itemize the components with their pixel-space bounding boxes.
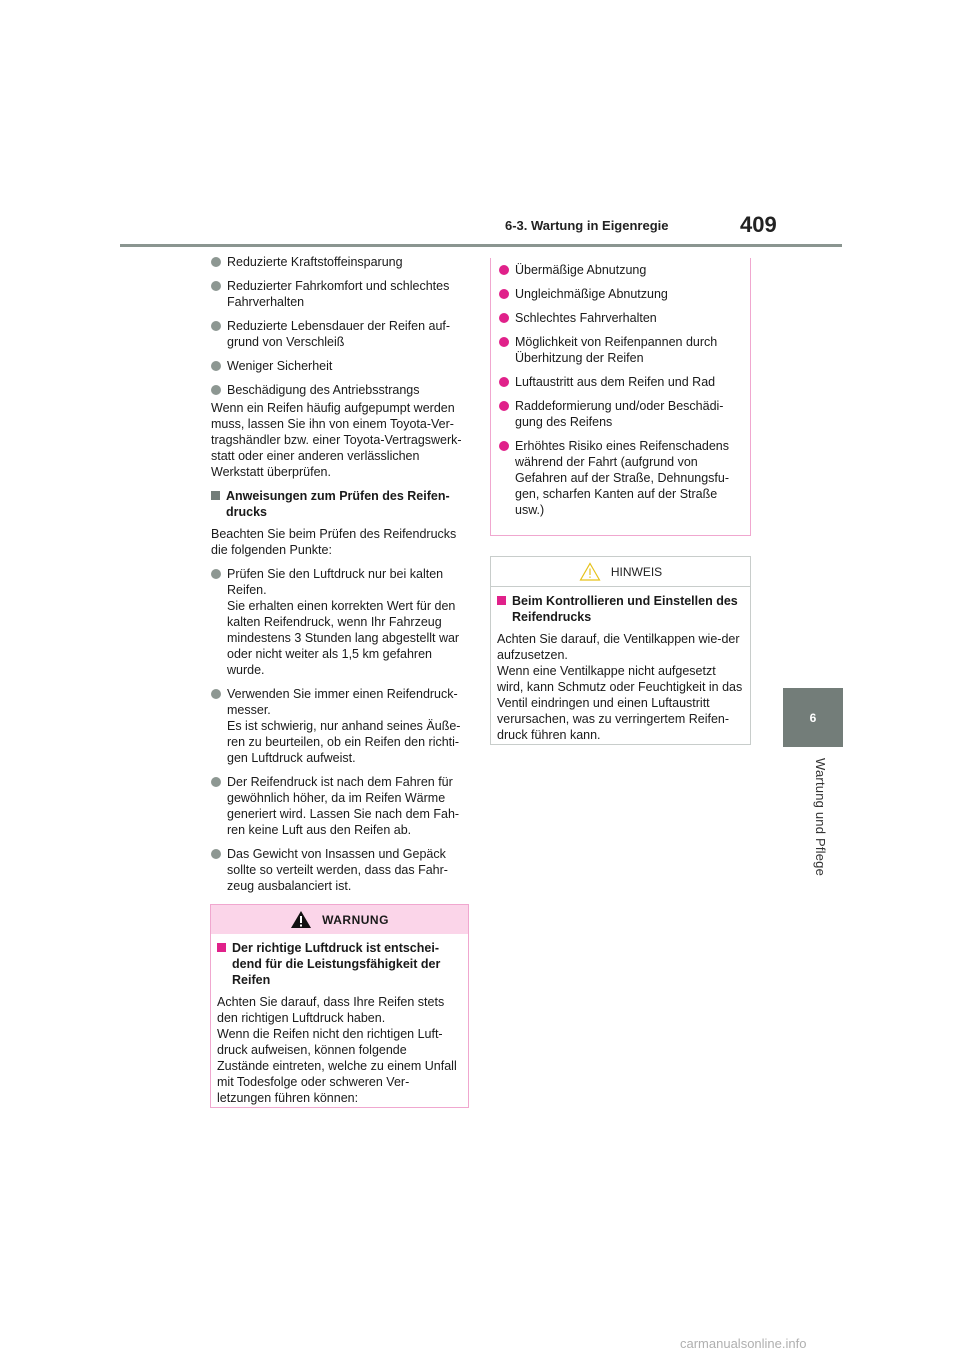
watermark: carmanualsonline.info [680, 1336, 807, 1351]
list-item: Beschädigung des Antriebsstrangs [211, 382, 471, 398]
list-item: Reduzierte Kraftstoffeinsparung [211, 254, 471, 270]
warning-header [211, 905, 468, 934]
intro-paragraph: Beachten Sie beim Prüfen des Reifendrucks die folgenden Punkte: [211, 527, 457, 557]
list-item: Reduzierter Fahrkomfort und schlechtes Fahrverhalten [211, 278, 471, 310]
bullet-icon [211, 281, 221, 291]
list-item: Möglichkeit von Reifenpannen durch Überhitzung der Reifen [499, 334, 742, 366]
bullet-icon [211, 777, 221, 787]
chapter-label: Wartung und Pflege [813, 758, 828, 877]
body-paragraph: Wenn ein Reifen häufig aufgepumpt werden muss, lassen Sie ihn von einem Toyota-Ver-tragshändler bzw. einer Toyota-Vertragswerk-statt oder einer anderen verlässlichen Werkstatt überprüfen. [211, 401, 462, 479]
bullet-icon [499, 377, 509, 387]
list-item: Ungleichmäßige Abnutzung [499, 286, 742, 302]
list-item: Reduzierte Lebensdauer der Reifen auf-grund von Verschleiß [211, 318, 471, 350]
chapter-tab: 6 [783, 688, 843, 747]
note-title: HINWEIS [610, 564, 663, 579]
bullet-icon [211, 321, 221, 331]
section-title: 6-3. Wartung in Eigenregie [505, 218, 669, 233]
warning-text: Achten Sie darauf, dass Ihre Reifen stets den richtigen Luftdruck haben. Wenn die Reifen nicht den richtigen Luft-druck aufweisen, können folgende Zustände eintreten, welche zu einem Unfall mit Todesfolge oder schweren Ver-letzungen führen können: [217, 995, 457, 1105]
note-subheading: Beim Kontrollieren und Einstellen des Reifendrucks [497, 593, 744, 625]
bullet-icon [211, 689, 221, 699]
list-item: Prüfen Sie den Luftdruck nur bei kalten Reifen. Sie erhalten einen korrekten Wert für den kalten Reifendruck, wenn Ihr Fahrzeug mindestens 3 Stunden lang abgestellt war oder nicht weiter als 1,5 km gefahren wurde. [211, 566, 471, 678]
list-item: Luftaustritt aus dem Reifen und Rad [499, 374, 742, 390]
square-bullet-icon [217, 943, 226, 952]
bullet-icon [211, 569, 221, 579]
list-item: Schlechtes Fahrverhalten [499, 310, 742, 326]
list-item: Der Reifendruck ist nach dem Fahren für gewöhnlich höher, da im Reifen Wärme generiert wird. Lassen Sie nach dem Fah-ren keine Luft aus den Reifen ab. [211, 774, 471, 838]
list-item: Verwenden Sie immer einen Reifendruck-messer. Es ist schwierig, nur anhand seines Äuße-ren zu beurteilen, ob ein Reifen den richti-gen Luftdruck aufweist. [211, 686, 471, 766]
bullet-icon [211, 361, 221, 371]
left-column [211, 254, 471, 902]
warning-subheading: Der richtige Luftdruck ist entschei-dend für die Leistungsfähigkeit der Reifen [217, 940, 462, 988]
bullet-icon [499, 289, 509, 299]
warning-body [211, 934, 468, 1106]
list-item: Erhöhtes Risiko eines Reifenschadens während der Fahrt (aufgrund von Gefahren auf der Straße, Dehnungsfu-gen, scharfen Kanten auf der Straße usw.) [499, 438, 742, 518]
note-header [491, 557, 750, 587]
square-bullet-icon [211, 491, 220, 500]
caution-triangle-icon [579, 562, 601, 581]
warning-title: WARNUNG [322, 912, 389, 927]
list-item: Raddeformierung und/oder Beschädi-gung des Reifens [499, 398, 742, 430]
bullet-icon [211, 849, 221, 859]
warning-box [210, 904, 469, 1108]
bullet-icon [211, 257, 221, 267]
bullet-icon [499, 401, 509, 411]
warning-continuation [490, 258, 751, 536]
warning-triangle-icon [290, 910, 312, 929]
bullet-icon [499, 265, 509, 275]
note-text: Achten Sie darauf, die Ventilkappen wie-der aufzusetzen. Wenn eine Ventilkappe nicht aufgesetzt wird, kann Schmutz oder Feuchtigkeit in das Ventil eindringen und einen Luftaustritt verursachen, was zu verringertem Reifen-druck führen kann. [497, 632, 743, 742]
header-rule [120, 244, 842, 247]
note-box [490, 556, 751, 745]
list-item: Weniger Sicherheit [211, 358, 471, 374]
bullet-icon [211, 385, 221, 395]
note-body [491, 587, 750, 743]
page-number: 409 [740, 212, 777, 237]
bullet-icon [499, 313, 509, 323]
list-item: Übermäßige Abnutzung [499, 262, 742, 278]
bullet-icon [499, 337, 509, 347]
bullet-icon [499, 441, 509, 451]
list-item: Das Gewicht von Insassen und Gepäck sollte so verteilt werden, dass das Fahr-zeug ausbalanciert ist. [211, 846, 471, 894]
subheading: Anweisungen zum Prüfen des Reifen-drucks [211, 488, 471, 520]
square-bullet-icon [497, 596, 506, 605]
